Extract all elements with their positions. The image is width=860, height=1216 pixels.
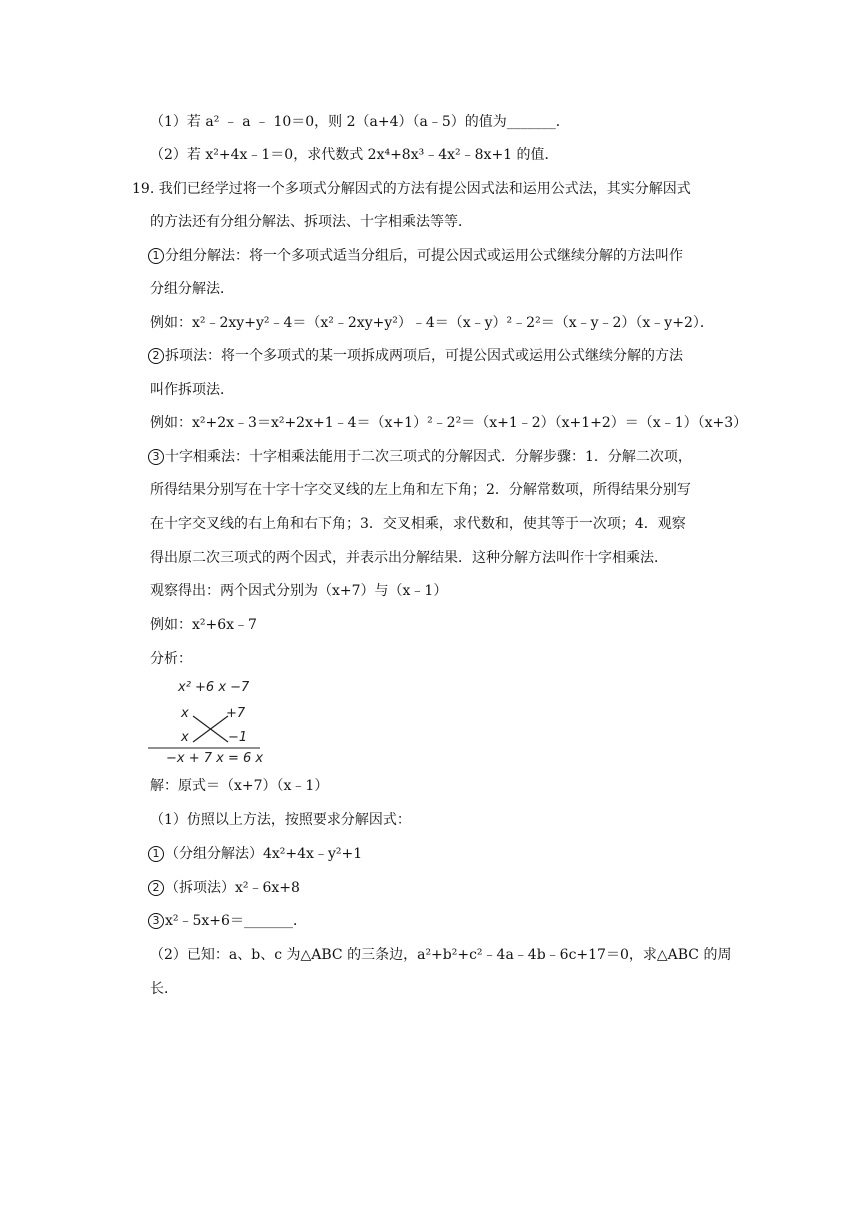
cross-left-bottom: x	[181, 730, 189, 745]
task-2-cont: 长．	[150, 981, 178, 997]
marker-3: 3	[148, 449, 164, 465]
task-1-item-1	[148, 845, 362, 863]
marker-task-1: 1	[148, 846, 164, 862]
cross-result: −x + 7 x = 6 x	[166, 751, 264, 766]
solution: 解：原式＝（x+7）（x﹣1）	[150, 778, 329, 794]
cross-left-top: x	[181, 706, 189, 721]
method-3-example: 例如：x²+6x﹣7	[150, 617, 257, 633]
method-2-example: 例如：x²+2x﹣3＝x²+2x+1﹣4＝（x+1）²﹣2²＝（x+1﹣2）（x+1+2）＝（x﹣1）（x+3）	[150, 415, 748, 431]
task-1-item-3-text: x²﹣5x+6＝_______．	[165, 913, 307, 929]
cross-top-expression: x² +6 x −7	[178, 680, 250, 695]
method-2-desc-cont: 叫作拆项法．	[150, 382, 234, 398]
method-1-desc	[148, 247, 683, 265]
method-2-text: 拆项法：将一个多项式的某一项拆成两项后，可提公因式或运用公式继续分解的方法	[165, 348, 683, 364]
task-2: （2）已知：a、b、c 为△ABC 的三条边，a²+b²+c²﹣4a﹣4b﹣6c+17＝0，求△ABC 的周	[150, 947, 732, 963]
method-1-text: 分组分解法：将一个多项式适当分组后，可提公因式或运用公式继续分解的方法叫作	[165, 248, 683, 264]
task-1-item-2	[148, 879, 300, 897]
marker-1: 1	[148, 248, 164, 264]
problem-19-intro: 19. 我们已经学过将一个多项式分解因式的方法有提公因式法和运用公式法，其实分解因式	[132, 181, 691, 197]
cross-right-top: +7	[226, 706, 246, 721]
question-part-1: （1）若 a² ﹣ a ﹣ 10＝0，则 2（a+4）（a﹣5）的值为_______．	[150, 114, 570, 130]
method-3-desc-2: 所得结果分别写在十字十字交叉线的左上角和左下角；2．分解常数项，所得结果分别写	[150, 482, 691, 498]
task-1-item-2-text: （拆项法）x²﹣6x+8	[165, 880, 300, 896]
problem-19-intro-cont: 的方法还有分组分解法、拆项法、十字相乘法等等．	[150, 214, 472, 230]
marker-2: 2	[148, 348, 164, 364]
cross-right-bottom: −1	[228, 730, 248, 745]
cross-multiplication-figure	[148, 680, 263, 770]
analysis-label: 分析：	[150, 651, 192, 667]
method-1-desc-cont: 分组分解法．	[150, 281, 234, 297]
method-1-example: 例如：x²﹣2xy+y²﹣4＝（x²﹣2xy+y²）﹣4＝（x﹣y）²﹣2²＝（x﹣y﹣2）（x﹣y+2）．	[150, 315, 714, 331]
observation: 观察得出：两个因式分别为（x+7）与（x﹣1）	[150, 583, 448, 599]
method-3-desc-3: 在十字交叉线的右上角和右下角；3．交叉相乘，求代数和，使其等于一次项；4．观察	[150, 516, 686, 532]
method-3-text: 十字相乘法：十字相乘法能用于二次三项式的分解因式．分解步骤：1．分解二次项，	[165, 449, 692, 465]
question-part-2: （2）若 x²+4x﹣1＝0，求代数式 2x⁴+8x³﹣4x²﹣8x+1 的值．	[150, 147, 559, 163]
task-1: （1）仿照以上方法，按照要求分解因式：	[150, 812, 411, 828]
method-2-desc	[148, 347, 683, 365]
marker-task-3: 3	[148, 913, 164, 929]
task-1-item-1-text: （分组分解法）4x²+4x﹣y²+1	[165, 846, 363, 862]
task-1-item-3	[148, 912, 307, 930]
method-3-desc	[148, 448, 692, 466]
method-3-desc-4: 得出原二次三项式的两个因式，并表示出分解结果．这种分解方法叫作十字相乘法．	[150, 550, 668, 566]
marker-task-2: 2	[148, 880, 164, 896]
